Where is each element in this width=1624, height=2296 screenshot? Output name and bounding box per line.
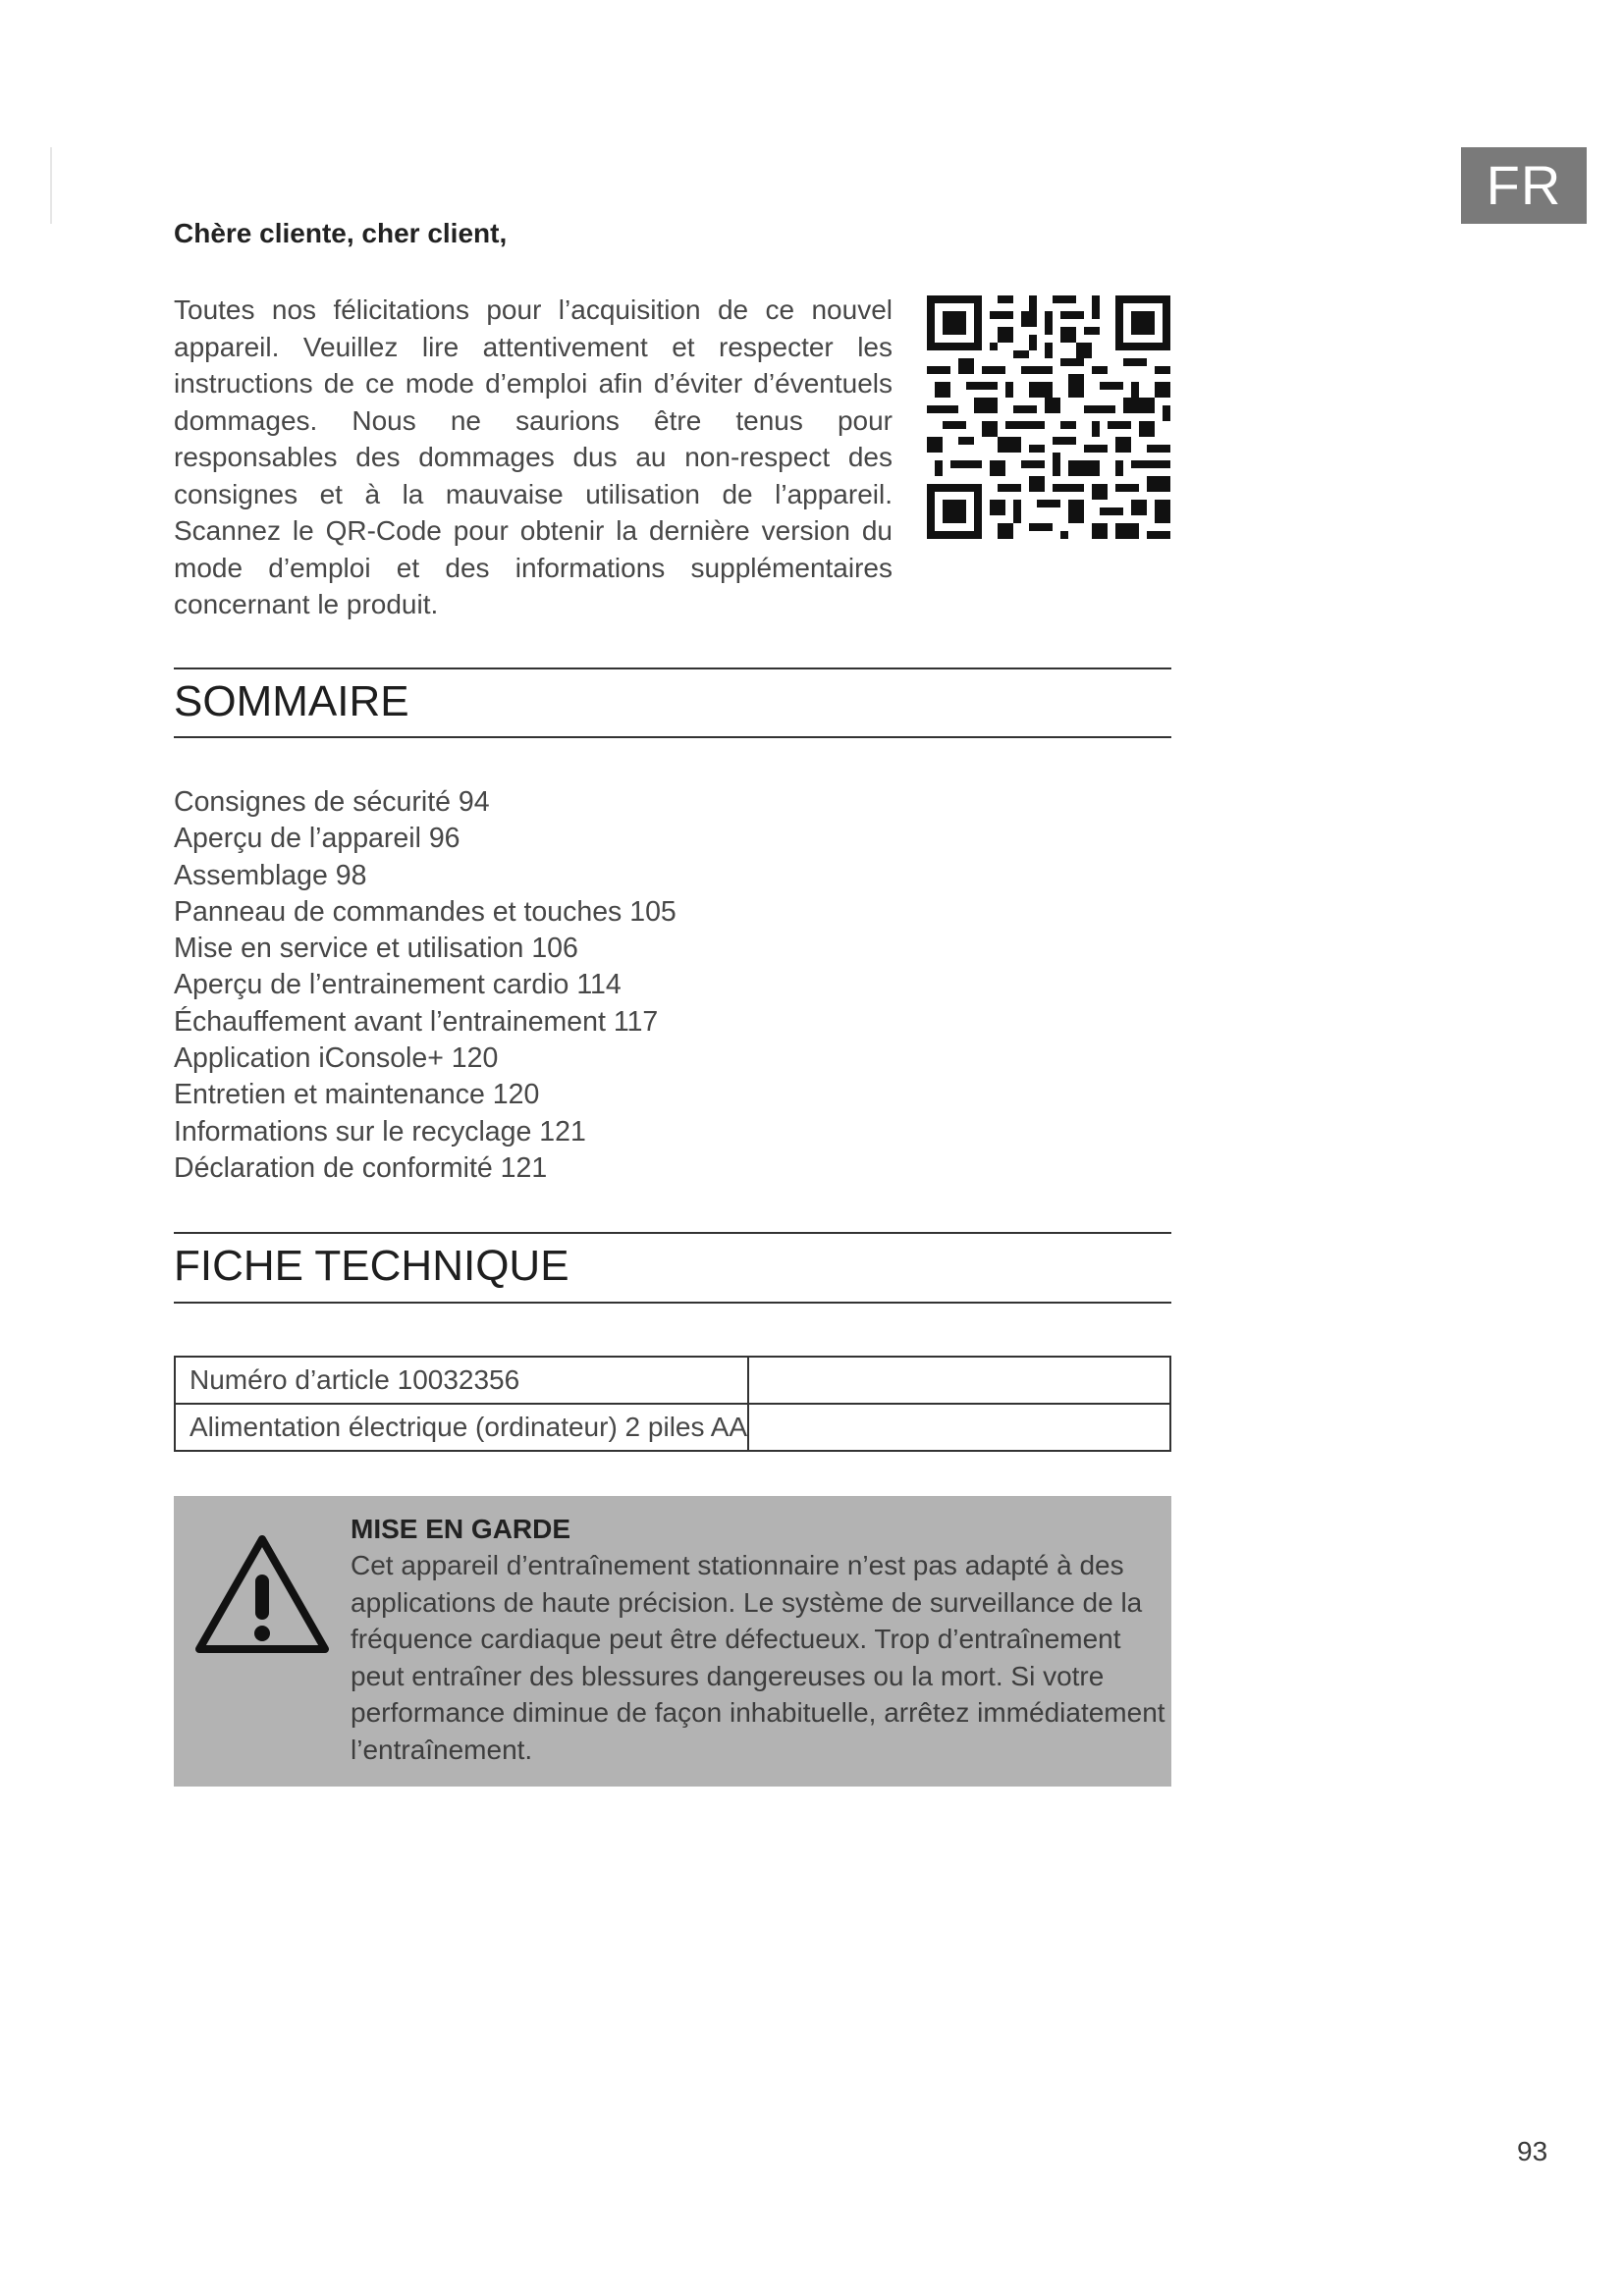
- table-row: [175, 1404, 1170, 1451]
- margin-line: [50, 147, 52, 224]
- toc-item[interactable]: Aperçu de l’appareil 96: [174, 823, 460, 855]
- toc-item[interactable]: Assemblage 98: [174, 859, 367, 891]
- warning-box: [174, 1496, 1171, 1787]
- table-of-contents: [174, 784, 677, 1187]
- toc-item[interactable]: Informations sur le recyclage 121: [174, 1115, 586, 1148]
- contents-title: SOMMAIRE: [174, 677, 409, 725]
- toc-item[interactable]: Panneau de commandes et touches 105: [174, 895, 677, 928]
- tech-spec-table: [174, 1356, 1171, 1452]
- language-tab: FR: [1461, 147, 1587, 224]
- toc-item[interactable]: Échauffement avant l’entrainement 117: [174, 1005, 659, 1038]
- table-cell: Numéro d’article 10032356: [175, 1357, 748, 1404]
- section-rule-bottom: [174, 1302, 1171, 1304]
- page-number: 93: [1517, 2136, 1548, 2166]
- toc-item[interactable]: Consignes de sécurité 94: [174, 786, 490, 818]
- greeting: Chère cliente, cher client,: [174, 218, 508, 248]
- intro-paragraph: Toutes nos félicitations pour l’acquisition de ce nouvel appareil. Veuillez lire attentivement et respecter les instructions de ce mode d’emploi afin d’éviter d’éventuels dommages. Nous ne saurions être tenus pour responsables des dommages dus au non-respect des consignes et à la mauvaise utilisation de l’appareil. Scannez le QR-Code pour obtenir la dernière version du mode d’emploi et des informations supplémentaires concernant le produit.: [174, 294, 893, 619]
- toc-item[interactable]: Application iConsole+ 120: [174, 1042, 499, 1075]
- warning-triangle-icon: [193, 1531, 331, 1657]
- table-row: [175, 1357, 1170, 1404]
- toc-item[interactable]: Entretien et maintenance 120: [174, 1079, 540, 1111]
- table-cell: [748, 1357, 1170, 1404]
- toc-item[interactable]: Aperçu de l’entrainement cardio 114: [174, 969, 622, 1001]
- warning-title: MISE EN GARDE: [351, 1514, 571, 1544]
- section-rule-top: [174, 667, 1171, 669]
- toc-item[interactable]: Mise en service et utilisation 106: [174, 933, 578, 965]
- section-rule-bottom: [174, 736, 1171, 738]
- warning-text: Cet appareil d’entraînement stationnaire n’est pas adapté à des applications de haute précision. Le système de surveillance de la fréquence cardiaque peut être défectueux. Trop d’entraînement peut entraîner des blessures dangereuses ou la mort. Si votre performance diminue de façon inhabituelle, arrêtez immédiatement l’entraînement.: [351, 1550, 1165, 1765]
- qr-code-icon[interactable]: [927, 294, 1170, 540]
- toc-item[interactable]: Déclaration de conformité 121: [174, 1151, 548, 1184]
- section-rule-top: [174, 1232, 1171, 1234]
- table-cell: Alimentation électrique (ordinateur) 2 piles AA: [175, 1404, 748, 1451]
- tech-sheet-title: FICHE TECHNIQUE: [174, 1242, 569, 1290]
- table-cell: [748, 1404, 1170, 1451]
